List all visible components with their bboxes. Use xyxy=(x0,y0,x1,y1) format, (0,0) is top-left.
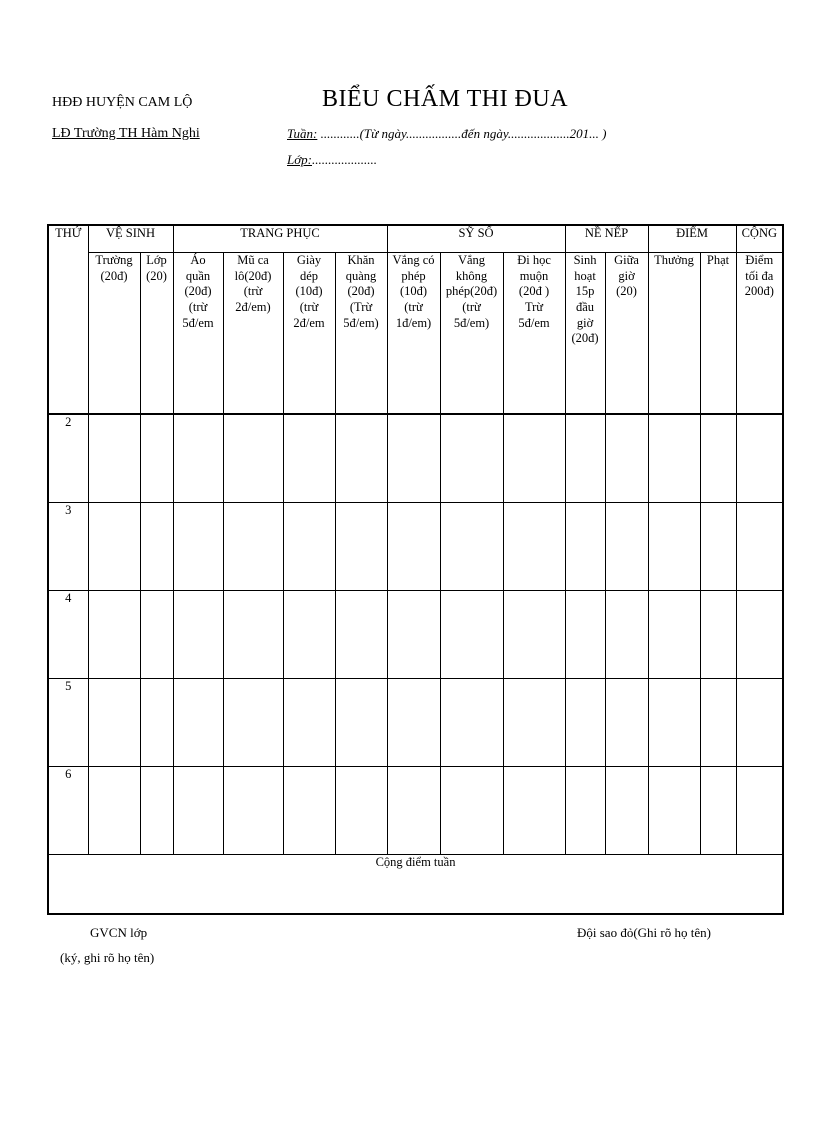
group-trang-phuc: TRANG PHỤC xyxy=(173,225,387,253)
score-cell[interactable] xyxy=(140,767,173,855)
score-cell[interactable] xyxy=(565,503,605,591)
day-label: 3 xyxy=(48,503,88,591)
score-cell[interactable] xyxy=(88,591,140,679)
homeroom-teacher-note: (ký, ghi rõ họ tên) xyxy=(60,950,155,965)
week-line xyxy=(287,126,606,142)
score-cell[interactable] xyxy=(88,767,140,855)
score-cell[interactable] xyxy=(335,503,387,591)
score-cell[interactable] xyxy=(173,767,223,855)
score-cell[interactable] xyxy=(140,414,173,503)
score-cell[interactable] xyxy=(223,503,283,591)
score-cell[interactable] xyxy=(605,591,648,679)
group-sy-so: SỸ SỐ xyxy=(387,225,565,253)
score-cell[interactable] xyxy=(605,767,648,855)
score-cell[interactable] xyxy=(335,679,387,767)
score-cell[interactable] xyxy=(223,414,283,503)
class-blank: .................... xyxy=(312,152,377,167)
day-label: 2 xyxy=(48,414,88,503)
day-label: 5 xyxy=(48,679,88,767)
score-cell[interactable] xyxy=(440,414,503,503)
score-cell[interactable] xyxy=(387,679,440,767)
col-khan-quang: Khăn quàng (20đ) (Trừ 5đ/em) xyxy=(335,253,387,415)
class-line xyxy=(287,152,377,168)
col-thu: THỨ xyxy=(48,225,88,414)
score-cell[interactable] xyxy=(283,591,335,679)
col-sinh-hoat: Sinh hoạt 15p đầu giờ (20đ) xyxy=(565,253,605,415)
score-cell[interactable] xyxy=(88,679,140,767)
score-cell[interactable] xyxy=(140,503,173,591)
score-cell[interactable] xyxy=(335,591,387,679)
col-phat: Phạt xyxy=(700,253,736,415)
col-giua-gio: Giữa giờ (20) xyxy=(605,253,648,415)
table-row xyxy=(48,503,783,591)
score-cell[interactable] xyxy=(503,679,565,767)
score-cell[interactable] xyxy=(387,591,440,679)
score-cell[interactable] xyxy=(283,767,335,855)
week-date-range: ............(Từ ngày.................đến ngày...................201... ) xyxy=(317,126,607,141)
score-cell[interactable] xyxy=(503,591,565,679)
col-mu-ca-lo: Mũ ca lô(20đ) (trừ 2đ/em) xyxy=(223,253,283,415)
score-cell[interactable] xyxy=(565,679,605,767)
score-cell[interactable] xyxy=(565,591,605,679)
score-cell[interactable] xyxy=(648,503,700,591)
score-cell[interactable] xyxy=(387,414,440,503)
score-cell[interactable] xyxy=(700,414,736,503)
score-cell[interactable] xyxy=(440,679,503,767)
score-cell[interactable] xyxy=(283,679,335,767)
org-name: HĐĐ HUYỆN CAM LỘ xyxy=(52,95,193,110)
col-di-hoc-muon: Đi học muộn (20đ ) Trừ 5đ/em xyxy=(503,253,565,415)
score-cell[interactable] xyxy=(440,591,503,679)
score-cell[interactable] xyxy=(173,679,223,767)
col-lop: Lớp (20) xyxy=(140,253,173,415)
score-cell[interactable] xyxy=(648,591,700,679)
score-table xyxy=(47,224,784,915)
col-vang-co-phep: Vắng có phép (10đ) (trừ 1đ/em) xyxy=(387,253,440,415)
score-cell[interactable] xyxy=(565,767,605,855)
score-cell[interactable] xyxy=(700,679,736,767)
score-cell[interactable] xyxy=(335,767,387,855)
score-cell[interactable] xyxy=(88,503,140,591)
score-cell[interactable] xyxy=(440,767,503,855)
score-cell[interactable] xyxy=(503,414,565,503)
score-cell[interactable] xyxy=(736,679,783,767)
total-row xyxy=(48,855,783,915)
score-cell[interactable] xyxy=(700,591,736,679)
sub-header-row xyxy=(48,253,783,415)
day-label: 4 xyxy=(48,591,88,679)
score-cell[interactable] xyxy=(648,679,700,767)
score-cell[interactable] xyxy=(700,767,736,855)
day-label: 6 xyxy=(48,767,88,855)
score-cell[interactable] xyxy=(565,414,605,503)
col-truong: Trường (20đ) xyxy=(88,253,140,415)
table-row xyxy=(48,767,783,855)
homeroom-teacher-label: GVCN lớp xyxy=(90,925,148,940)
score-cell[interactable] xyxy=(223,767,283,855)
score-cell[interactable] xyxy=(736,503,783,591)
col-vang-khong-phep: Vắng không phép(20đ) (trừ 5đ/em) xyxy=(440,253,503,415)
col-ao-quan: Áo quần (20đ) (trừ 5đ/em xyxy=(173,253,223,415)
class-label: Lớp: xyxy=(287,152,312,167)
score-cell[interactable] xyxy=(387,767,440,855)
score-cell[interactable] xyxy=(173,414,223,503)
group-diem: ĐIỂM xyxy=(648,225,736,253)
score-cell[interactable] xyxy=(503,503,565,591)
score-cell[interactable] xyxy=(173,591,223,679)
score-cell[interactable] xyxy=(283,503,335,591)
group-ne-nep: NỀ NẾP xyxy=(565,225,648,253)
red-star-team-label: Đội sao đỏ(Ghi rõ họ tên) xyxy=(577,925,711,940)
score-cell[interactable] xyxy=(736,591,783,679)
score-cell[interactable] xyxy=(440,503,503,591)
score-cell[interactable] xyxy=(387,503,440,591)
group-ve-sinh: VỆ SINH xyxy=(88,225,173,253)
score-cell[interactable] xyxy=(700,503,736,591)
score-cell[interactable] xyxy=(605,414,648,503)
score-cell[interactable] xyxy=(605,503,648,591)
score-cell[interactable] xyxy=(140,591,173,679)
score-cell[interactable] xyxy=(283,414,335,503)
week-label: Tuần: xyxy=(287,126,318,141)
score-cell[interactable] xyxy=(648,767,700,855)
score-cell[interactable] xyxy=(223,679,283,767)
table-row xyxy=(48,591,783,679)
score-cell[interactable] xyxy=(503,767,565,855)
group-header-row xyxy=(48,225,783,253)
weekly-total-label: Cộng điểm tuần xyxy=(48,855,783,915)
score-cell[interactable] xyxy=(605,679,648,767)
school-name: LĐ Trường TH Hàm Nghi xyxy=(52,126,200,141)
page-title: BIỂU CHẤM THI ĐUA xyxy=(322,86,569,112)
score-cell[interactable] xyxy=(140,679,173,767)
score-cell[interactable] xyxy=(173,503,223,591)
score-cell[interactable] xyxy=(88,414,140,503)
col-thuong: Thưởng xyxy=(648,253,700,415)
table-row xyxy=(48,414,783,503)
score-cell[interactable] xyxy=(335,414,387,503)
score-cell[interactable] xyxy=(223,591,283,679)
group-cong: CỘNG xyxy=(736,225,783,253)
score-cell[interactable] xyxy=(736,767,783,855)
score-cell[interactable] xyxy=(648,414,700,503)
score-cell[interactable] xyxy=(736,414,783,503)
col-diem-toi-da: Điểm tối đa 200đ) xyxy=(736,253,783,415)
col-giay-dep: Giày dép (10đ) (trừ 2đ/em xyxy=(283,253,335,415)
table-row xyxy=(48,679,783,767)
